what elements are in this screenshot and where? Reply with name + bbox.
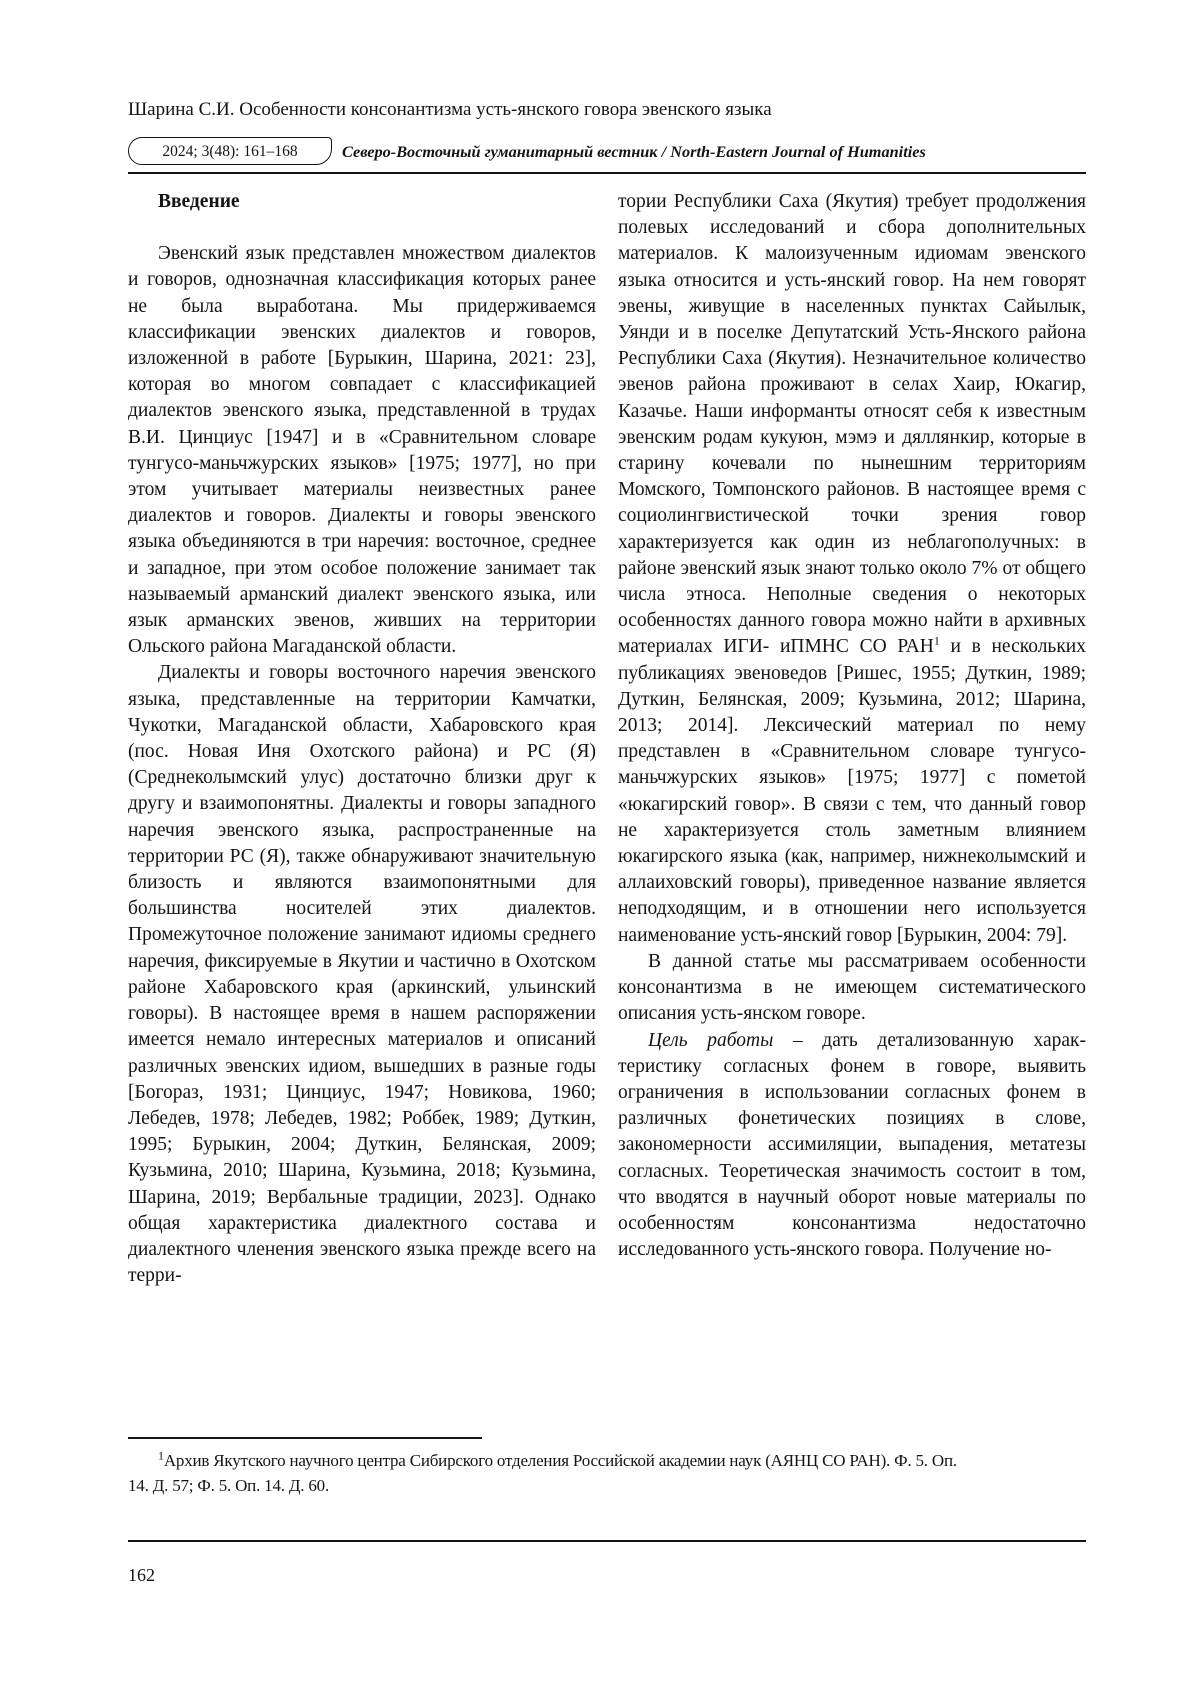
- footnote-anchor-text: иПМНС СО РАН: [779, 636, 934, 658]
- left-column: [128, 189, 596, 1289]
- paragraph-text: и в нескольких публикациях: [618, 636, 1086, 684]
- right-column: [618, 189, 1086, 1263]
- footnote: [128, 1448, 1086, 1498]
- journal-name: Северо-Восточный гуманитарный вестник / North-Eastern Journal of Humanities: [342, 142, 926, 161]
- running-title: Шарина С.И. Особенности консонантизма усть-янского говора эвенского языка: [128, 99, 772, 120]
- emphasis-term: Цель работы: [648, 1029, 774, 1051]
- paragraph: Диалекты и говоры восточного наречия эвенского языка, представленные на территории Камчатки, Чукотки, Магаданской области, Хабаровского края (пос. Новая Иня Охотского района) и РС (Я) (Среднеколымский улус) достаточно близки друг к другу и взаимопонятны. Диалекты и говоры западного наречия эвенского языка, распространенные на территории РС (Я), также обнаруживают значительную близость и являются взаимопонятными для большинства носителей этих диалектов. Промежуточное положение занимают идиомы среднего наречия, фиксируемые в Якутии и частично в Охотском районе Хабаровского края (аркинский, ульинский говоры). В настоящее время в нашем распоряжении имеется немало интересных материалов и описаний различных эвенских идиом, вышедших в разные годы [Богораз, 1931; Цинциус, 1947; Новикова, 1960; Лебедев, 1978; Лебедев, 1982; Роббек, 1989; Дуткин, 1995; Бурыкин, 2004; Дуткин, Белянская, 2009; Кузьмина, 2010; Шарина, Кузьмина, 2018; Кузьмина, Шарина, 2019; Вербальные традиции, 2023]. Однако общая характеристика диалектного состава и диалектного членения эвенского языка прежде всего на терри-: [128, 662, 596, 1287]
- issue-badge: 2024; 3(48): 161–168: [128, 137, 332, 165]
- journal-bar: [128, 137, 1086, 167]
- footnote-text: 14. Д. 57; Ф. 5. Оп. 14. Д. 60.: [128, 1476, 330, 1495]
- footnote-mark: 1: [933, 633, 940, 648]
- footnote-rule: [128, 1437, 482, 1439]
- paragraph-text: тории Республики Саха (Якутия) требует продолжения полевых исследований и сбора дополнительных материалов. К малоизученным идиомам эвенского языка относится и усть-янский говор. На нем говорят эвены, живущие в населенных пунктах Сайылык, Уянди и в поселке Депутатский Усть-Янского района Республики Саха (Якутия). Незначительное количество эвенов района проживают в селах Хаир, Юкагир, Казачье. Наши информанты относят себя к известным эвенским родам кукуюн, мэмэ и дяллянкир, которые в старину кочевали по нынешним территориям Момского, Томпонского районов. В настоящее время с социолингвистической точки зрения говор характеризуется как один из неблагополучных: в районе эвенский язык знают только около 7% от общего числа этноса. Неполные сведения о некоторых особенностях данного говора можно найти в архивных материалах ИГИ-: [618, 191, 1086, 658]
- page-number: 162: [128, 1565, 155, 1585]
- paragraph: В данной статье мы рассматриваем особенности консонантизма в не имеющем систематического описания усть-янском говоре.: [618, 950, 1086, 1025]
- section-heading: Введение: [158, 191, 240, 212]
- paragraph-text: – дать детализованную харак-: [773, 1029, 1086, 1051]
- paragraph: [618, 1028, 1086, 1264]
- footnote-text: Архив Якутского научного центра Сибирского отделения Российской академии наук (АЯНЦ СО РАН). Ф. 5. Оп.: [163, 1451, 957, 1470]
- paragraph-text: эвеноведов [Ришес, 1955; Дуткин, 1989; Дуткин, Белянская, 2009; Кузьмина, 2012; Шарина, 2013; 2014]. Лексический материал по нему представлен в «Сравнительном словаре тунгусо-маньчжурских языков» [1975; 1977] с пометой «юкагирский говор». В связи с тем, что данный говор не характеризуется столь заметным влиянием юкагирского языка (как, например, нижнеколымский и аллаиховский говоры), приведенное название является неподходящим, и в отношении него используется наименование усть-янский говор [Бурыкин, 2004: 79].: [618, 662, 1086, 946]
- header-rule: [128, 172, 1086, 174]
- footnote-number: 1: [158, 1448, 164, 1463]
- paragraph: [618, 189, 1086, 949]
- footer-rule: [128, 1540, 1086, 1542]
- paragraph: Эвенский язык представлен множеством диалектов и говоров, однозначная классификация которых ранее не была выработана. Мы придерживаемся классификации эвенских диалектов и говоров, изложенной в работе [Бурыкин, Шарина, 2021: 23], которая во многом совпадает с классификацией диалектов эвенского языка, представленной в трудах В.И. Цинциус [1947] и в «Сравнительном словаре тунгусо-маньчжурских языков» [1975; 1977], но при этом учитывает материалы неизвестных ранее диалектов и говоров. Диалекты и говоры эвенского языка объединяются в три наречия: восточное, среднее и западное, при этом особое положение занимает так называемый арманский диалект эвенского языка, или язык арманских эвенов, живших на территории Ольского района Магаданской области.: [128, 243, 596, 658]
- paragraph-text: теристику согласных фонем в говоре, выявить ограничения в использовании согласных фонем в различных фонетических позициях в слове, закономерности ассимиляции, выпадения, метатезы согласных. Теоретическая значимость состоит в том, что вводятся в научный оборот новые материалы по особенностям консонантизма недостаточно исследованного усть-янского говора. Получение но-: [618, 1055, 1086, 1261]
